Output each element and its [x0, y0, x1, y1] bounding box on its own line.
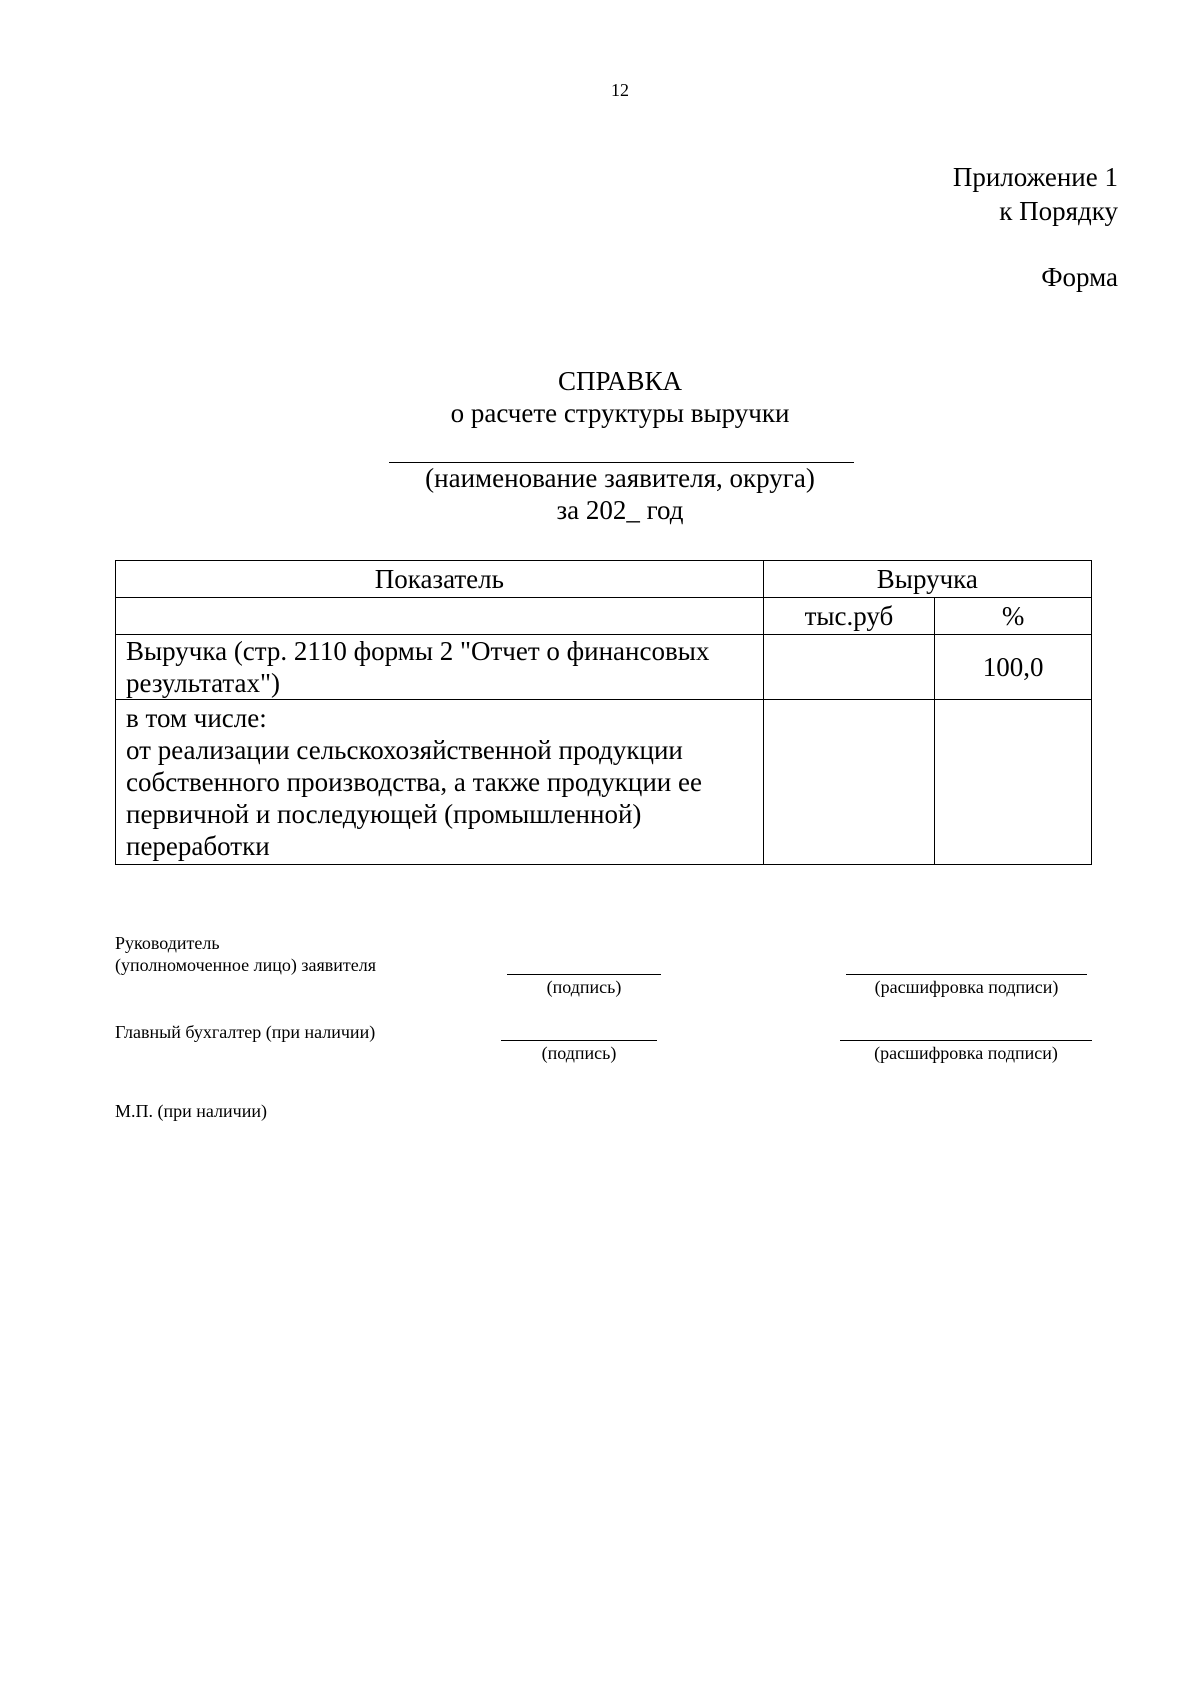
head-decoding-caption: (расшифровка подписи) [874, 977, 1059, 997]
head-signature-caption: (подпись) [546, 977, 622, 997]
title-subheading: о расчете структуры выручки [450, 398, 790, 428]
head-label [115, 932, 376, 976]
page-number: 12 [611, 80, 629, 100]
accountant-signature-caption: (подпись) [541, 1043, 617, 1063]
head-label-line-2: (уполномоченное лицо) заявителя [115, 955, 376, 975]
applicant-caption: (наименование заявителя, округа) [425, 463, 815, 493]
head-label-line-1: Руководитель [115, 933, 220, 953]
row-total-indicator: Выручка (стр. 2110 формы 2 "Отчет о финансовых результатах") [116, 635, 764, 700]
row-total-thousand-rub[interactable] [763, 635, 934, 700]
units-empty-cell [116, 598, 764, 635]
table-header-row [116, 561, 1092, 598]
accountant-decoding-caption: (расшифровка подписи) [874, 1043, 1058, 1063]
row-agri-prefix: в том числе: [126, 703, 267, 733]
table-row [116, 700, 1092, 865]
head-signature-line[interactable] [507, 974, 661, 975]
form-label: Форма [1041, 262, 1118, 292]
header-revenue: Выручка [763, 561, 1091, 598]
unit-thousand-rub: тыс.руб [763, 598, 934, 635]
row-agri-thousand-rub[interactable] [763, 700, 934, 865]
document-title [0, 365, 1200, 429]
accountant-signature-line[interactable] [501, 1040, 657, 1041]
table-row [116, 635, 1092, 700]
row-agri-description: от реализации сельскохозяйственной продукции собственного производства, а также продукции ее первичной и последующей (промышленной) переработки [126, 735, 702, 861]
appendix-line-2: к Порядку [999, 196, 1118, 226]
appendix-reference [953, 160, 1118, 228]
applicant-block [0, 462, 1200, 526]
row-agri-indicator [116, 700, 764, 865]
table-units-row [116, 598, 1092, 635]
report-period: за 202_ год [556, 495, 684, 525]
unit-percent: % [935, 598, 1092, 635]
appendix-line-1: Приложение 1 [952, 162, 1118, 192]
header-indicator: Показатель [116, 561, 764, 598]
revenue-structure-table [115, 560, 1092, 865]
head-decoding-line[interactable] [846, 974, 1087, 975]
accountant-label: Главный бухгалтер (при наличии) [115, 1022, 376, 1042]
title-heading: СПРАВКА [557, 366, 683, 396]
accountant-decoding-line[interactable] [840, 1040, 1092, 1041]
stamp-label: М.П. (при наличии) [115, 1101, 267, 1121]
row-total-percent: 100,0 [935, 635, 1092, 700]
row-agri-percent[interactable] [935, 700, 1092, 865]
